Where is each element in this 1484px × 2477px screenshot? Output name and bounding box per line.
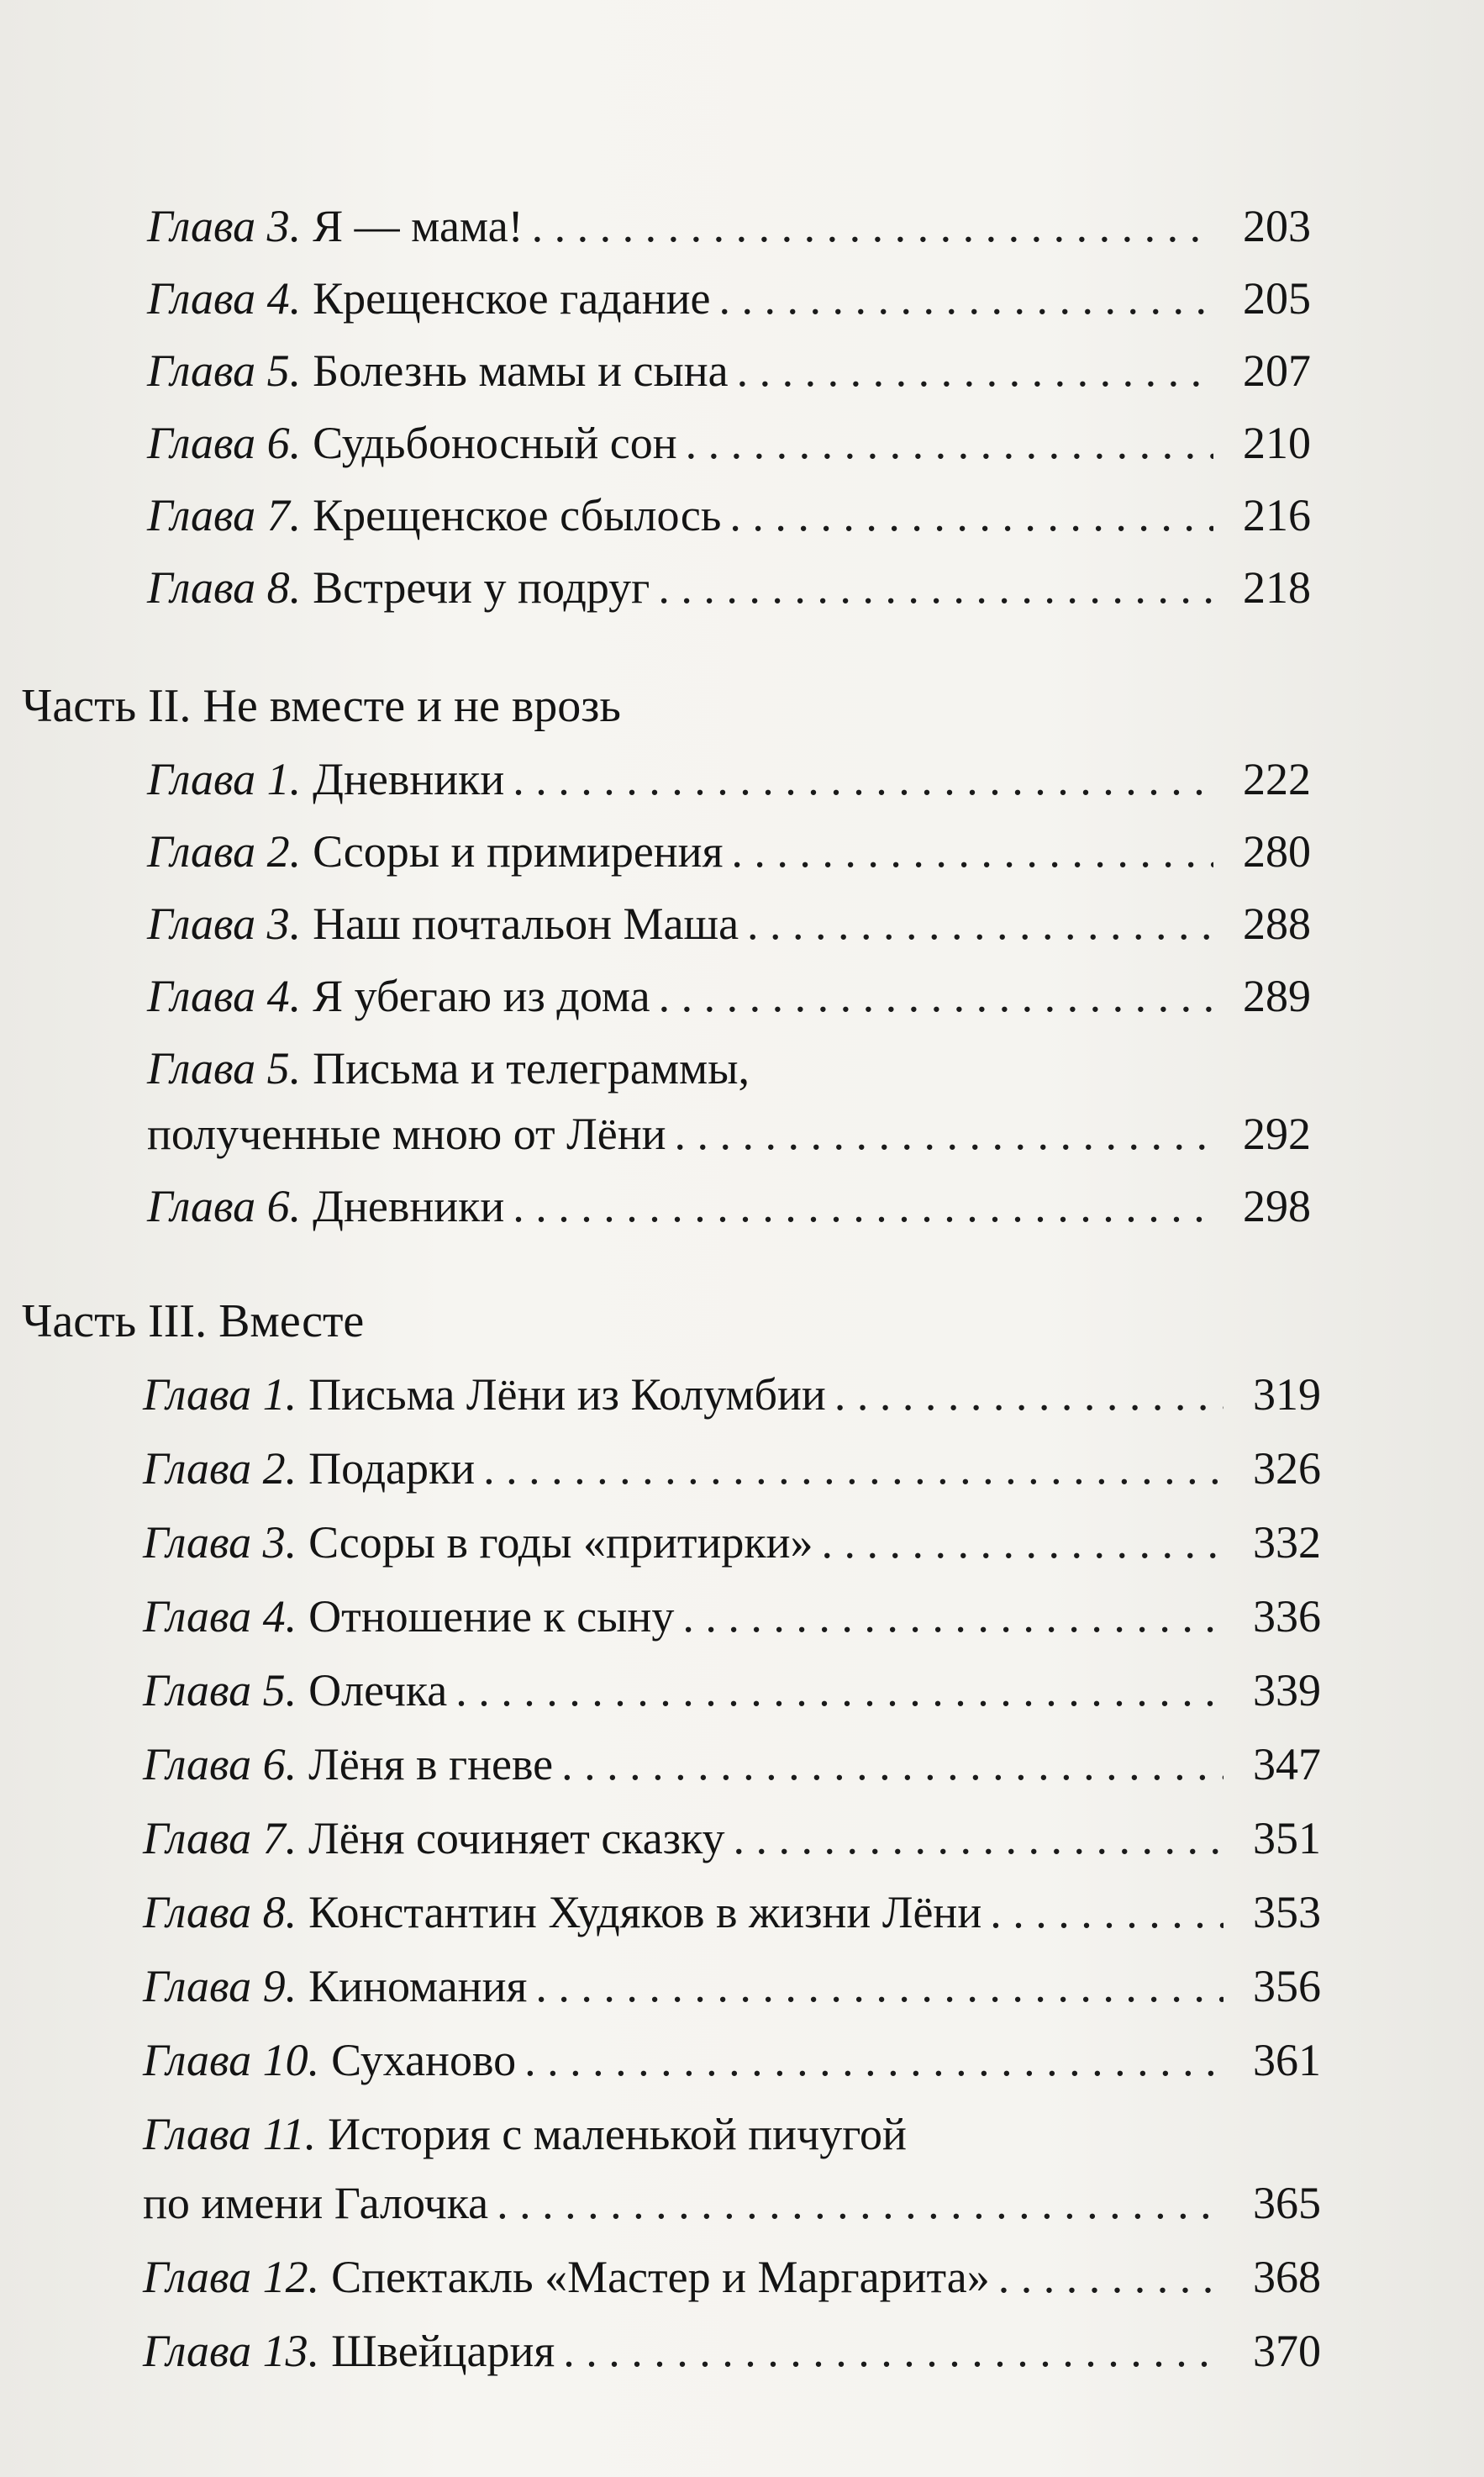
page-number: 319 xyxy=(1253,1369,1321,1420)
chapter-title-line1: История с маленькой пичугой xyxy=(328,2109,907,2159)
chapter-number: Глава 1. xyxy=(143,1369,297,1420)
chapter-number: Глава 3. xyxy=(143,1517,297,1568)
chapter-number: Глава 5. xyxy=(147,1043,302,1094)
dot-leader xyxy=(998,2254,1224,2300)
chapter-title: Киномания xyxy=(308,1961,528,2011)
page-number: 222 xyxy=(1243,754,1311,804)
chapter-number: Глава 2. xyxy=(147,826,302,877)
page-number: 353 xyxy=(1253,1887,1321,1937)
chapter-number: Глава 1. xyxy=(147,754,302,804)
page-number: 351 xyxy=(1253,1813,1321,1863)
chapter-title: Спектакль «Мастер и Маргарита» xyxy=(331,2252,990,2302)
page-number: 218 xyxy=(1243,562,1311,613)
page-number: 216 xyxy=(1243,490,1311,540)
chapter-title: Швейцария xyxy=(331,2326,555,2376)
toc-entry xyxy=(147,756,1311,802)
dot-leader xyxy=(513,756,1213,802)
chapter-title: Крещенское сбылось xyxy=(313,490,722,540)
chapter-title: Я убегаю из дома xyxy=(313,971,650,1021)
chapter-number: Глава 8. xyxy=(143,1887,297,1937)
toc-entry xyxy=(147,490,1311,540)
chapter-title: Олечка xyxy=(308,1665,448,1715)
chapter-title: Встречи у подруг xyxy=(313,562,650,613)
dot-leader xyxy=(532,203,1213,249)
dot-leader xyxy=(834,1372,1224,1417)
chapter-number: Глава 9. xyxy=(143,1961,297,2011)
chapter-number: Глава 3. xyxy=(147,201,302,251)
dot-leader xyxy=(821,1520,1224,1565)
dot-leader xyxy=(682,1594,1224,1639)
dot-leader xyxy=(718,276,1213,321)
chapter-title: Ссоры и примирения xyxy=(313,826,724,877)
chapter-title-line1: Письма и телеграммы, xyxy=(313,1043,750,1094)
dot-leader xyxy=(729,493,1213,538)
chapter-number: Глава 4. xyxy=(143,1591,297,1642)
chapter-title: Ссоры в годы «притирки» xyxy=(308,1517,813,1568)
dot-leader xyxy=(990,1889,1224,1935)
chapter-title: Я — мама! xyxy=(313,201,524,251)
page-number: 205 xyxy=(1243,273,1311,324)
part-heading: Часть III. Вместе xyxy=(22,1295,365,1347)
chapter-title: Крещенское гадание xyxy=(313,273,711,324)
dot-leader xyxy=(561,1742,1224,1787)
chapter-number: Глава 13. xyxy=(143,2326,320,2376)
page-number: 339 xyxy=(1253,1665,1321,1715)
chapter-number: Глава 7. xyxy=(147,490,302,540)
toc-entry xyxy=(147,1111,1311,1157)
page-number: 207 xyxy=(1243,345,1311,396)
toc-entry xyxy=(143,2254,1321,2300)
toc-entry xyxy=(143,1443,1321,1494)
page-number: 332 xyxy=(1253,1517,1321,1568)
page-number: 288 xyxy=(1243,899,1311,949)
page-number: 365 xyxy=(1253,2178,1321,2228)
dot-leader xyxy=(497,2180,1224,2226)
chapter-number: Глава 10. xyxy=(143,2035,320,2085)
dot-leader xyxy=(535,1963,1224,2009)
toc-entry xyxy=(143,1665,1321,1715)
chapter-number: Глава 6. xyxy=(143,1739,297,1789)
dot-leader xyxy=(483,1446,1224,1491)
dot-leader xyxy=(455,1668,1224,1713)
toc-entry xyxy=(147,826,1311,877)
chapter-number: Глава 4. xyxy=(147,273,302,324)
chapter-title: Константин Худяков в жизни Лёни xyxy=(308,1887,982,1937)
dot-leader xyxy=(737,348,1213,393)
toc-entry xyxy=(143,1591,1321,1642)
chapter-number: Глава 8. xyxy=(147,562,302,613)
chapter-number: Глава 5. xyxy=(143,1665,297,1715)
toc-entry xyxy=(143,2328,1321,2374)
chapter-title: Отношение к сыну xyxy=(308,1591,675,1642)
page-number: 289 xyxy=(1243,971,1311,1021)
chapter-title: Судьбоносный сон xyxy=(313,418,677,468)
chapter-title: Дневники xyxy=(313,754,505,804)
chapter-title: Болезнь мамы и сына xyxy=(313,345,729,396)
toc-entry xyxy=(147,973,1311,1019)
page-number: 210 xyxy=(1243,418,1311,468)
page-number: 347 xyxy=(1253,1739,1321,1789)
chapter-title: по имени Галочка xyxy=(143,2178,489,2228)
toc-entry xyxy=(143,1889,1321,1935)
toc-entry xyxy=(143,2180,1321,2226)
page-number: 368 xyxy=(1253,2252,1321,2302)
dot-leader xyxy=(734,1816,1224,1861)
dot-leader xyxy=(658,565,1213,610)
page-number: 203 xyxy=(1243,201,1311,251)
chapter-number: Глава 11. xyxy=(143,2109,317,2159)
toc-entry-first-line xyxy=(147,1043,1311,1094)
chapter-number: Глава 4. xyxy=(147,971,302,1021)
toc-entry xyxy=(147,420,1311,466)
dot-leader xyxy=(524,2037,1224,2083)
chapter-title: Подарки xyxy=(308,1443,476,1494)
page-number: 361 xyxy=(1253,2035,1321,2085)
toc-entry xyxy=(143,1813,1321,1863)
chapter-number: Глава 7. xyxy=(143,1813,297,1863)
chapter-number: Глава 3. xyxy=(147,899,302,949)
toc-entry xyxy=(143,2037,1321,2083)
chapter-title: Наш почтальон Маша xyxy=(313,899,739,949)
toc-entry xyxy=(147,1183,1311,1229)
dot-leader xyxy=(563,2328,1224,2374)
toc-entry xyxy=(147,203,1311,249)
toc-entry xyxy=(143,1517,1321,1568)
chapter-number: Глава 2. xyxy=(143,1443,297,1494)
dot-leader xyxy=(731,829,1213,874)
toc-entry xyxy=(147,345,1311,396)
toc-entry xyxy=(147,273,1311,324)
dot-leader xyxy=(513,1183,1213,1229)
toc-entry-first-line xyxy=(143,2111,1321,2157)
chapter-title: Дневники xyxy=(313,1181,505,1231)
page-number: 356 xyxy=(1253,1961,1321,2011)
dot-leader xyxy=(747,901,1213,946)
dot-leader xyxy=(659,973,1213,1019)
part-heading: Часть II. Не вместе и не врозь xyxy=(22,680,621,732)
page-number: 292 xyxy=(1243,1109,1311,1159)
chapter-number: Глава 6. xyxy=(147,418,302,468)
page-number: 370 xyxy=(1253,2326,1321,2376)
dot-leader xyxy=(686,420,1213,466)
chapter-number: Глава 6. xyxy=(147,1181,302,1231)
toc-entry xyxy=(143,1963,1321,2009)
page-number: 280 xyxy=(1243,826,1311,877)
chapter-title: Лёня в гневе xyxy=(308,1739,554,1789)
toc-entry xyxy=(147,562,1311,613)
dot-leader xyxy=(675,1111,1214,1157)
chapter-number: Глава 5. xyxy=(147,345,302,396)
chapter-title: полученные мною от Лёни xyxy=(147,1109,666,1159)
chapter-title: Лёня сочиняет сказку xyxy=(308,1813,725,1863)
chapter-title: Суханово xyxy=(331,2035,517,2085)
chapter-number: Глава 12. xyxy=(143,2252,320,2302)
toc-entry xyxy=(143,1739,1321,1789)
page-number: 326 xyxy=(1253,1443,1321,1494)
page-number: 298 xyxy=(1243,1181,1311,1231)
chapter-title: Письма Лёни из Колумбии xyxy=(308,1369,826,1420)
page-number: 336 xyxy=(1253,1591,1321,1642)
toc-entry xyxy=(143,1369,1321,1420)
toc-entry xyxy=(147,899,1311,949)
